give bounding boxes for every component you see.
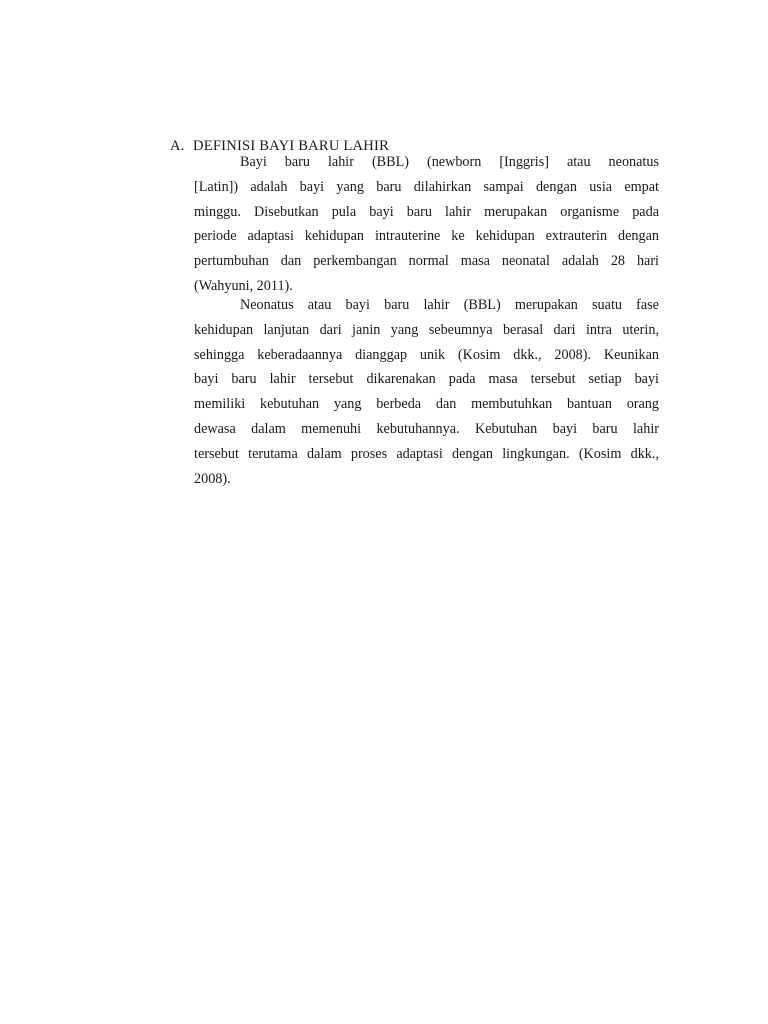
- paragraph-line: dewasa dalam memenuhi kebutuhannya. Kebutuhan bayi baru lahir: [194, 420, 659, 437]
- paragraph-line: kehidupan lanjutan dari janin yang sebeumnya berasal dari intra uterin,: [194, 321, 659, 338]
- paragraph-line: periode adaptasi kehidupan intrauterine ke kehidupan extrauterin dengan: [194, 228, 659, 245]
- paragraph-line: tersebut terutama dalam proses adaptasi dengan lingkungan. (Kosim dkk.,: [194, 445, 659, 462]
- paragraph-line: memiliki kebutuhan yang berbeda dan membutuhkan bantuan orang: [194, 396, 659, 413]
- paragraph-line: Bayi baru lahir (BBL) (newborn [Inggris] atau neonatus: [240, 154, 659, 170]
- paragraph-line: minggu. Disebutkan pula bayi baru lahir merupakan organisme pada: [194, 203, 659, 220]
- paragraph-line: (Wahyuni, 2011).: [194, 277, 293, 294]
- paragraph-definition: [194, 150, 659, 299]
- paragraph-line: sehingga keberadaannya dianggap unik (Kosim dkk., 2008). Keunikan: [194, 346, 659, 363]
- paragraph-line: pertumbuhan dan perkembangan normal masa neonatal adalah 28 hari: [194, 253, 659, 270]
- paragraph-line: Neonatus atau bayi baru lahir (BBL) merupakan suatu fase: [240, 297, 659, 313]
- paragraph-line: 2008).: [194, 470, 231, 487]
- paragraph-neonatus: [194, 293, 659, 491]
- section-marker: A.: [170, 138, 185, 154]
- section-title: DEFINISI BAYI BARU LAHIR: [193, 138, 390, 154]
- paragraph-line: [Latin]) adalah bayi yang baru dilahirkan sampai dengan usia empat: [194, 178, 659, 195]
- paragraph-line: bayi baru lahir tersebut dikarenakan pada masa tersebut setiap bayi: [194, 371, 659, 388]
